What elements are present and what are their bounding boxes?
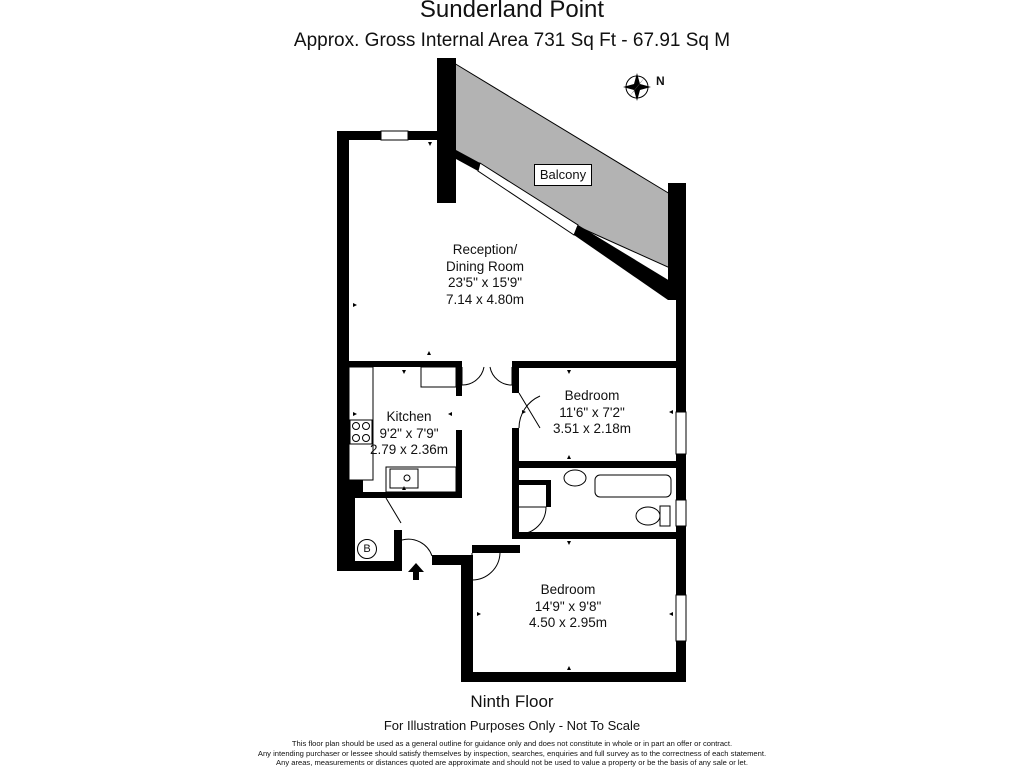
wall-kitchen-bottom	[349, 492, 462, 498]
disclaimer-line-3: Any areas, measurements or distances quoted are approximate and should not be used to value a property or be the basis of any sale or let.	[276, 758, 748, 767]
boiler-label: B	[357, 539, 377, 559]
reception-metric: 7.14 x 4.80m	[445, 291, 525, 307]
reception-imperial: 23'5" x 15'9"	[447, 275, 523, 290]
bedroom2-name: Bedroom	[540, 582, 596, 597]
bedroom2-label	[518, 582, 618, 632]
window-bed2	[676, 595, 686, 641]
disclaimer-line-1: This floor plan should be used as a general outline for guidance only and does not constitute in whole or in part an offer or contract.	[291, 739, 733, 748]
entrance-arrow	[408, 563, 424, 580]
illustration-note: For Illustration Purposes Only - Not To Scale	[383, 718, 641, 733]
door-bath	[519, 507, 546, 534]
wall-bath-left	[512, 461, 519, 539]
bedroom1-metric: 3.51 x 2.18m	[552, 421, 632, 436]
bathtub	[595, 475, 671, 497]
wall-bed2-left	[461, 555, 473, 682]
reception-label	[430, 242, 540, 308]
reception-name-2: Dining Room	[445, 258, 525, 274]
doors	[386, 367, 546, 580]
door-reception-left	[462, 367, 484, 385]
wall-top-2	[408, 131, 438, 140]
wall-entry-bottom-2	[432, 555, 472, 565]
wall-bed1-bottom	[512, 461, 686, 468]
hob-ring-1	[353, 423, 360, 430]
kitchen-label	[364, 409, 454, 459]
property-title: Sunderland Point	[419, 0, 605, 23]
wall-kitchen-top	[349, 361, 462, 367]
door-reception-right	[490, 367, 512, 385]
kitchen-corner-block	[349, 480, 363, 498]
compass-icon	[623, 73, 651, 101]
door-entry	[402, 539, 432, 556]
cupboard-right	[546, 480, 551, 507]
wall-kitchen-right	[456, 361, 462, 396]
wall-lobby-mid	[394, 530, 402, 571]
window-bed1	[676, 412, 686, 454]
door-cupboard	[386, 498, 401, 523]
wall-left	[337, 131, 349, 571]
toilet-cistern	[660, 506, 670, 526]
basin	[564, 470, 586, 486]
wall-entry-bottom	[337, 561, 401, 571]
bedroom2-metric: 4.50 x 2.95m	[528, 615, 608, 630]
wall-bottom	[461, 672, 686, 682]
sink-drain	[404, 475, 410, 481]
wall-balcony-left	[437, 58, 456, 203]
wall-lobby-left	[349, 498, 355, 571]
bedroom1-name: Bedroom	[564, 388, 620, 403]
window-top	[381, 131, 408, 140]
door-bed2	[472, 553, 500, 580]
wall-bed1-top	[512, 361, 686, 368]
bedroom1-label	[542, 388, 642, 438]
floor-name: Ninth Floor	[470, 692, 554, 711]
kitchen-metric: 2.79 x 2.36m	[369, 442, 449, 457]
toilet	[636, 507, 660, 525]
balcony-label: Balcony	[534, 164, 592, 186]
area-subtitle: Approx. Gross Internal Area 731 Sq Ft - 67.91 Sq M	[293, 30, 731, 51]
wall-kitchen-right-2	[456, 430, 462, 498]
disclaimer	[0, 739, 1024, 768]
wall-hall-bottom	[472, 545, 520, 553]
hob-ring-3	[353, 435, 360, 442]
reception-name-1: Reception/	[452, 242, 518, 257]
wall-balcony-right	[668, 183, 686, 300]
disclaimer-line-2: Any intending purchaser or lessee should satisfy themselves by inspection, searches, enquiries and full survey as to the correctness of each statement.	[257, 748, 767, 758]
bedroom2-imperial: 14'9" x 9'8"	[534, 598, 602, 614]
compass-north-label: N	[656, 74, 665, 88]
window-bath	[676, 500, 686, 526]
bedroom1-imperial: 11'6" x 7'2"	[559, 404, 625, 420]
counter-right	[421, 367, 456, 387]
wall-bed1-left	[512, 361, 519, 393]
wall-bath-bottom	[512, 532, 686, 539]
bathroom-fixtures	[564, 470, 671, 526]
kitchen-imperial: 9'2" x 7'9"	[379, 425, 439, 441]
kitchen-name: Kitchen	[386, 409, 432, 424]
